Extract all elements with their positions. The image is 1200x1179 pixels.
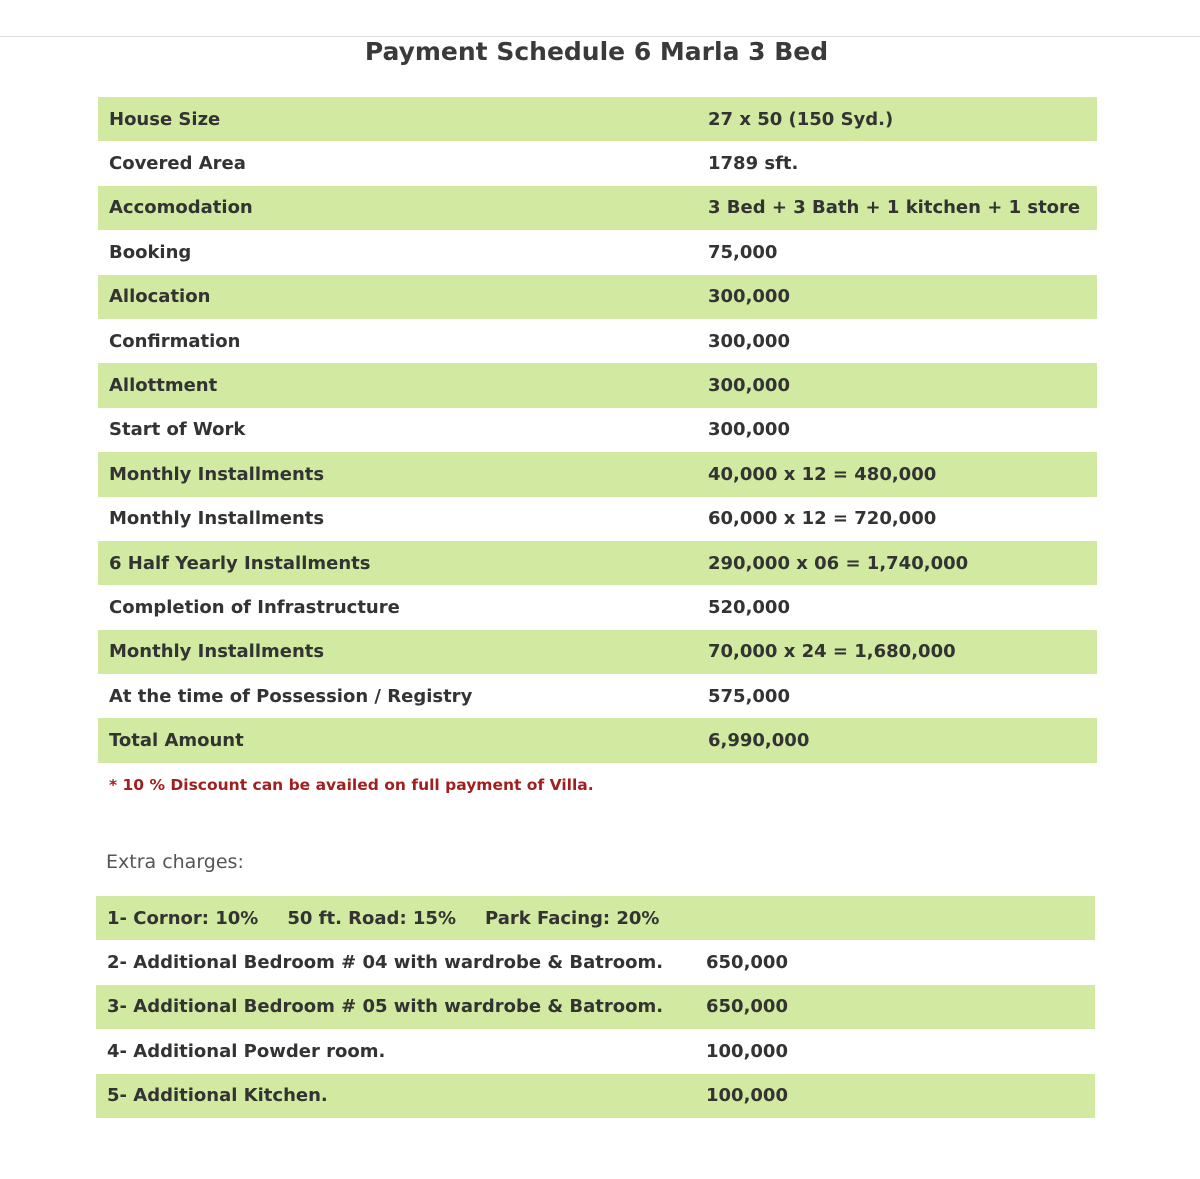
row-label: Start of Work — [109, 419, 246, 441]
payment-schedule-table — [98, 97, 1097, 763]
row-label: Allocation — [98, 275, 697, 319]
table-row — [96, 985, 1095, 1029]
table-row — [98, 141, 1097, 185]
row-label: Accomodation — [98, 186, 697, 230]
table-row — [98, 230, 1097, 274]
row-value: 300,000 — [697, 275, 1097, 319]
row-label: Covered Area — [109, 153, 246, 175]
table-row — [96, 1029, 1095, 1073]
row-label: Confirmation — [109, 330, 241, 352]
row-label: Monthly Installments — [109, 508, 325, 530]
row-value: 75,000 — [708, 241, 778, 263]
row-value: 300,000 — [708, 419, 790, 441]
total-value: 6,990,000 — [697, 718, 1097, 762]
table-row — [98, 452, 1097, 496]
row-label: 6 Half Yearly Installments — [98, 541, 697, 585]
row-value: 27 x 50 (150 Syd.) — [697, 97, 1097, 141]
row-value: 1789 sft. — [708, 153, 799, 175]
table-row — [96, 896, 1095, 940]
row-label: 5- Additional Kitchen. — [96, 1074, 695, 1118]
row-value: 575,000 — [708, 685, 790, 707]
row-label: Monthly Installments — [98, 630, 697, 674]
table-row — [98, 275, 1097, 319]
total-label: Total Amount — [98, 718, 697, 762]
table-row — [98, 408, 1097, 452]
row-value: 290,000 x 06 = 1,740,000 — [697, 541, 1097, 585]
row-value: 300,000 — [697, 363, 1097, 407]
row-value: 100,000 — [695, 1074, 1095, 1118]
row-label: Booking — [109, 241, 192, 263]
corner-charge: 1- Cornor: 10% — [107, 907, 259, 929]
table-row — [98, 97, 1097, 141]
row-value: 100,000 — [706, 1040, 788, 1062]
extra-charges-table — [96, 896, 1095, 1118]
discount-note: * 10 % Discount can be availed on full payment of Villa. — [109, 776, 594, 794]
row-label: Monthly Installments — [98, 452, 697, 496]
row-value: 650,000 — [695, 985, 1095, 1029]
table-row — [96, 940, 1095, 984]
table-row — [96, 1074, 1095, 1118]
table-row — [98, 541, 1097, 585]
row-label: House Size — [98, 97, 697, 141]
table-row — [98, 674, 1097, 718]
row-label: 4- Additional Powder room. — [107, 1040, 386, 1062]
row-value: 40,000 x 12 = 480,000 — [697, 452, 1097, 496]
table-row — [98, 630, 1097, 674]
table-row — [98, 497, 1097, 541]
extra-charges-heading: Extra charges: — [106, 851, 244, 873]
row-label: At the time of Possession / Registry — [109, 685, 473, 707]
row-value: 60,000 x 12 = 720,000 — [708, 508, 937, 530]
row-value: 650,000 — [706, 952, 788, 974]
row-value: 3 Bed + 3 Bath + 1 kitchen + 1 store — [697, 186, 1097, 230]
table-row — [98, 363, 1097, 407]
premium-charges-cell — [96, 896, 1095, 940]
row-value: 70,000 x 24 = 1,680,000 — [697, 630, 1097, 674]
row-label: 3- Additional Bedroom # 05 with wardrobe & Batroom. — [96, 985, 695, 1029]
page-title: Payment Schedule 6 Marla 3 Bed — [364, 37, 829, 66]
road-charge: 50 ft. Road: 15% — [287, 907, 456, 929]
total-row — [98, 718, 1097, 762]
row-label: Completion of Infrastructure — [109, 596, 400, 618]
table-row — [98, 186, 1097, 230]
park-facing-charge: Park Facing: 20% — [485, 907, 660, 929]
row-label: Allottment — [98, 363, 697, 407]
table-row — [98, 319, 1097, 363]
table-row — [98, 585, 1097, 629]
row-label: 2- Additional Bedroom # 04 with wardrobe & Batroom. — [107, 952, 664, 974]
row-value: 300,000 — [708, 330, 790, 352]
row-value: 520,000 — [708, 596, 790, 618]
